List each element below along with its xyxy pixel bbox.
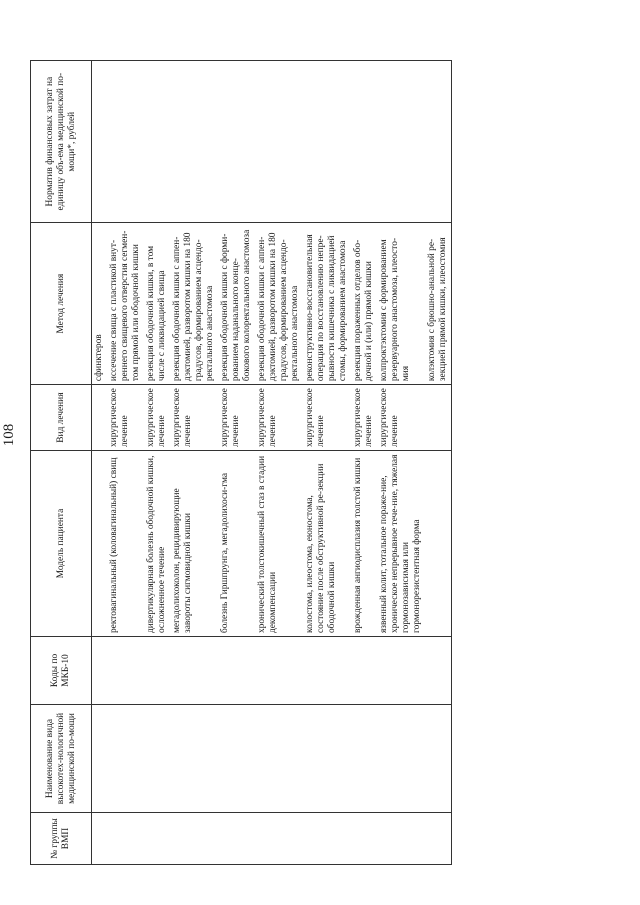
treatment-type-cell: хирургическое лечение — [107, 385, 144, 451]
treatment-type-cell — [425, 385, 452, 451]
treatment-table — [30, 60, 452, 865]
treatment-method-cell: колпроктэктомия с формированием резервуарного анастомоза, илеосто-мия — [377, 223, 425, 385]
header-vmp-name: Наименование вида высокотех-нологичной медицинской по-мощи — [31, 705, 92, 813]
treatment-method-cell: реконструктивно-восстановительная операция по восстановлению непре-рывности кишечника с ликвидацией стомы, формированием анастомоза — [303, 223, 351, 385]
treatment-method-cell: колэктомия с брюшно-анальной ре-зекцией прямой кишки, илеостомия — [425, 223, 452, 385]
treatment-method-cell: резекция ободочной кишки с аппен-дэктомией, разворотом кишки на 180 градусов, формированием асцендо-ректального анастомоза — [255, 223, 303, 385]
treatment-type-cell: хирургическое лечение — [170, 385, 218, 451]
table-row — [144, 61, 170, 865]
treatment-type-cell: хирургическое лечение — [218, 385, 255, 451]
patient-model-cell — [92, 451, 108, 637]
patient-model-cell — [425, 451, 452, 637]
treatment-method-cell: резекция ободочной кишки, в том числе с ликвидацией свища — [144, 223, 170, 385]
table-header-row — [31, 61, 92, 865]
patient-model-cell: хронический толстокишечный стаз в стадии декомпенсации — [255, 451, 303, 637]
treatment-method-cell: сфинктеров — [92, 223, 108, 385]
header-group-no: № группы ВМП — [31, 813, 92, 865]
page-number: 108 — [1, 423, 17, 447]
table-row — [425, 61, 452, 865]
patient-model-cell: врожденная ангиодисплазия толстой кишки — [351, 451, 377, 637]
table-row — [170, 61, 218, 865]
table-row — [92, 61, 108, 865]
table-row — [303, 61, 351, 865]
treatment-type-cell — [92, 385, 108, 451]
header-treatment-type: Вид лечения — [31, 385, 92, 451]
treatment-type-cell: хирургическое лечение — [351, 385, 377, 451]
treatment-type-cell: хирургическое лечение — [303, 385, 351, 451]
header-icd-codes: Коды по МКБ-10 — [31, 637, 92, 705]
patient-model-cell: мегадолихоколон, рецидивирующие завороты сигмовидной кишки — [170, 451, 218, 637]
header-patient-model: Модель пациента — [31, 451, 92, 637]
patient-model-cell: болезнь Гиршпрунга, мегадолихоси-гма — [218, 451, 255, 637]
treatment-method-cell: резекция пораженных отделов обо-дочной и (или) прямой кишки — [351, 223, 377, 385]
patient-model-cell: язвенный колит, тотальное пораже-ние, хроническое непрерывное тече-ние, тяжелая гормонозависимая или гормонорезистентная форма — [377, 451, 425, 637]
table-row — [107, 61, 144, 865]
table-row — [255, 61, 303, 865]
header-treatment-method: Метод лечения — [31, 223, 92, 385]
treatment-type-cell: хирургическое лечение — [255, 385, 303, 451]
treatment-method-cell: резекция ободочной кишки с форми-рованием наданального конце-бокового колоректального анастомоза — [218, 223, 255, 385]
patient-model-cell: дивертикулярная болезнь ободочной кишки, осложненное течение — [144, 451, 170, 637]
treatment-method-cell: резекция ободочной кишки с аппен-дэктомией, разворотом кишки на 180 градусов, формированием асцендо-ректального анастомоза — [170, 223, 218, 385]
treatment-type-cell: хирургическое лечение — [144, 385, 170, 451]
header-cost-standard: Норматив финансовых затрат на единицу объ-ема медицинской по-мощи*, рублей — [31, 61, 92, 223]
patient-model-cell: колостома, илеостома, еюностома, состояние после обструктивной ре-зекции ободочной кишки — [303, 451, 351, 637]
patient-model-cell: ректовагинальный (коловагинальный) свищ — [107, 451, 144, 637]
table-row — [351, 61, 377, 865]
treatment-type-cell: хирургическое лечение — [377, 385, 425, 451]
table-row — [218, 61, 255, 865]
treatment-method-cell: иссечение свища с пластикой внут-реннего свищевого отверстия сегмен-том прямой или ободочной кишки — [107, 223, 144, 385]
table-row — [377, 61, 425, 865]
